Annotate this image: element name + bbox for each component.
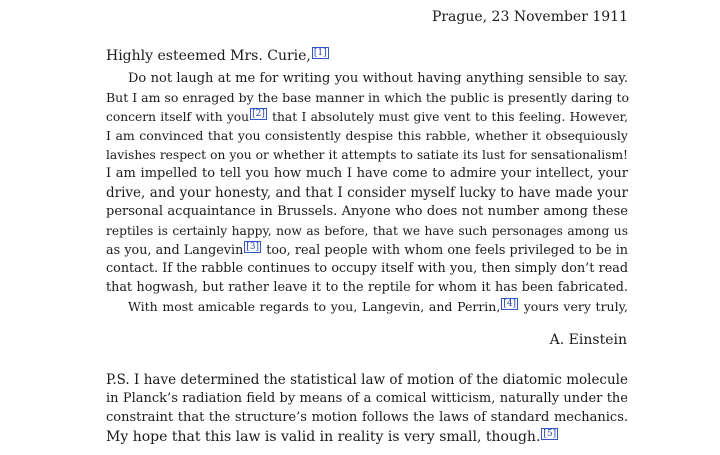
body-line-5: lavishes respect on you or whether it attempts to satiate its lust for sensationalism! xyxy=(106,148,628,162)
closing-end: yours very truly, xyxy=(519,299,628,314)
body-line-3 xyxy=(106,108,628,126)
closing-line xyxy=(128,298,628,316)
footnote-ref-4[interactable]: [4] xyxy=(503,299,517,309)
body-line-3-end: that I absolutely must give vent to this feeling. However, xyxy=(267,110,628,124)
ps-line-4 xyxy=(106,428,628,446)
body-line-4: I am convinced that you consistently despise this rabble, whether it obsequiously xyxy=(106,128,628,143)
footnote-ref-2[interactable]: [2] xyxy=(252,109,265,119)
body-line-1: Do not laugh at me for writing you without having anything sensible to say. xyxy=(128,71,628,86)
salutation: Highly esteemed Mrs. Curie, xyxy=(106,48,311,64)
place-date: Prague, 23 November 1911 xyxy=(431,9,628,25)
body-line-8: personal acquaintance in Brussels. Anyone who does not number among these xyxy=(106,204,628,219)
body-line-2: But I am so enraged by the base manner in which the public is presently daring to xyxy=(106,90,630,105)
body-line-10-start: as you, and Langevin xyxy=(106,243,244,258)
body-line-9: reptiles is certainly happy, now as before, that we have such personages among us xyxy=(106,224,628,238)
ps-line-3: constraint that the structure’s motion follows the laws of standard mechanics. xyxy=(106,410,628,425)
body-line-6: I am impelled to tell you how much I have come to admire your intellect, your xyxy=(106,166,628,181)
body-line-11: contact. If the rabble continues to occupy itself with you, then simply don’t read xyxy=(106,261,628,276)
ps-line-4-text: My hope that this law is valid in reality is very small, though. xyxy=(106,429,541,445)
salutation-line xyxy=(106,47,628,65)
body-line-3-start: concern itself with you xyxy=(106,110,250,124)
signature: A. Einstein xyxy=(549,332,627,348)
footnote-ref-1[interactable]: [1] xyxy=(313,48,327,58)
ps-line-1: P.S. I have determined the statistical law of motion of the diatomic molecule xyxy=(106,372,628,388)
body-line-7: drive, and your honesty, and that I consider myself lucky to have made your xyxy=(106,185,628,201)
ps-line-2: in Planck’s radiation field by means of a comical witticism, naturally under the xyxy=(106,391,628,406)
body-line-10-end: too, real people with whom one feels privileged to be in xyxy=(262,243,628,258)
body-line-12: that hogwash, but rather leave it to the reptile for whom it has been fabricated. xyxy=(106,280,628,295)
body-line-10 xyxy=(106,241,628,260)
footnote-ref-3[interactable]: [3] xyxy=(246,242,260,252)
closing-start: With most amicable regards to you, Langevin, and Perrin, xyxy=(128,299,501,314)
footnote-ref-5[interactable]: [5] xyxy=(543,429,557,439)
